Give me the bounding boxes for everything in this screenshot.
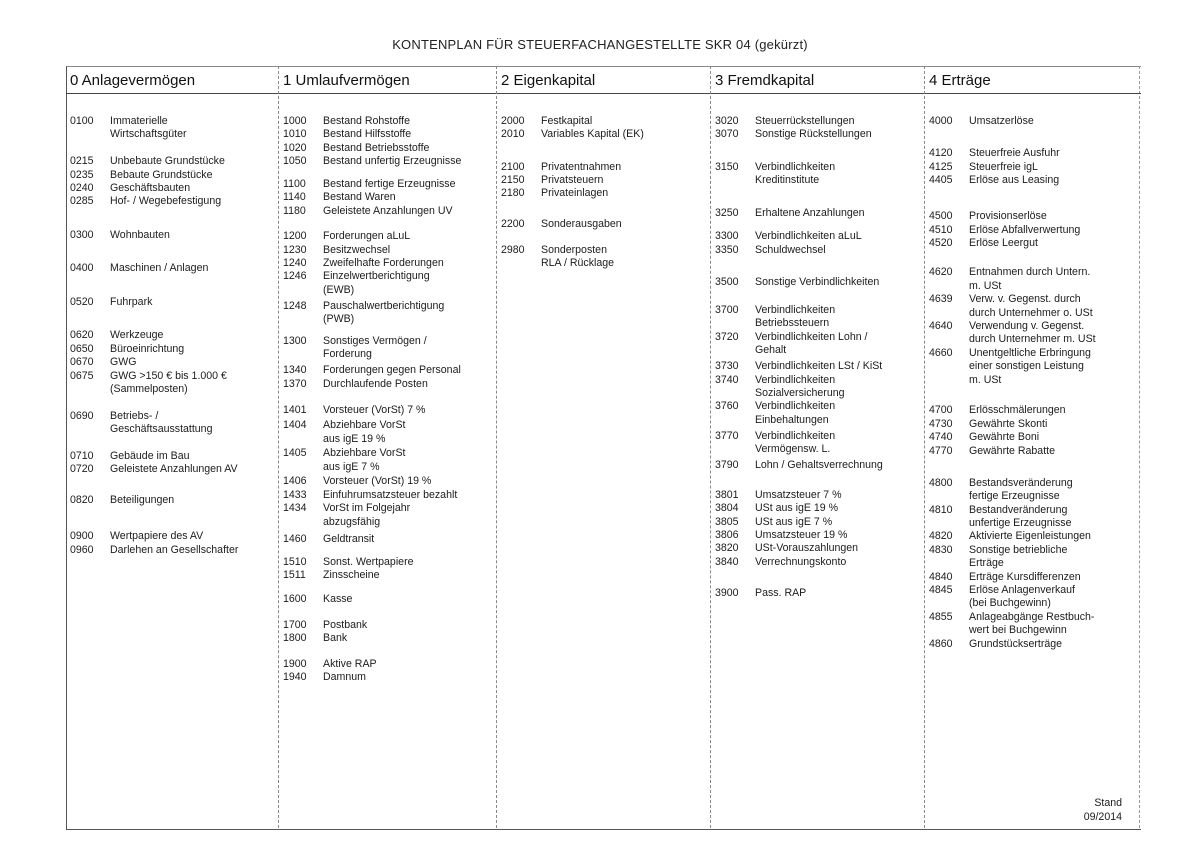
account-name: Provisionserlöse: [969, 210, 1047, 223]
account-name: Besitzwechsel: [323, 243, 391, 256]
account-name: einer sonstigen Leistung: [969, 360, 1084, 373]
account-number: 3300: [715, 230, 739, 243]
account-number: 1180: [283, 204, 306, 217]
account-name: Anlageabgänge Restbuch-: [969, 610, 1095, 623]
account-name: Bestandsveränderung: [969, 476, 1073, 489]
account-number: 3900: [715, 586, 739, 599]
account-name: m. USt: [969, 279, 1002, 292]
account-name: fertige Erzeugnisse: [969, 490, 1060, 503]
account-number: 4860: [929, 637, 953, 650]
column-umlaufvermoegen: [278, 66, 497, 828]
account-name: Sonst. Wertpapiere: [323, 555, 414, 568]
account-number: 4660: [929, 346, 953, 359]
account-number: 0720: [70, 463, 94, 476]
account-number: 1434: [283, 502, 307, 515]
column-eigenkapital: [496, 66, 711, 828]
account-number: 1300: [283, 334, 307, 347]
column-anlagevermoegen: [66, 66, 278, 828]
account-number: 1050: [283, 155, 307, 168]
account-number: 2150: [501, 173, 525, 186]
account-number: 4770: [929, 444, 953, 457]
account-name: Wirtschaftsgüter: [110, 128, 187, 141]
account-number: 3350: [715, 243, 739, 256]
account-name: Erträge: [969, 557, 1004, 570]
account-number: 1433: [283, 488, 307, 501]
account-name: unfertige Erzeugnisse: [969, 517, 1072, 529]
account-name: Verbindlichkeiten: [755, 303, 836, 316]
account-name: Umsatzsteuer 7 %: [755, 488, 842, 501]
account-name: Bestand fertige Erzeugnisse: [323, 177, 456, 190]
account-name: Vermögensw. L.: [755, 443, 831, 456]
account-number: 1510: [283, 555, 307, 568]
account-name: Schuldwechsel: [755, 243, 826, 256]
account-number: 0100: [70, 115, 94, 127]
stand-date: 09/2014: [1083, 811, 1122, 823]
account-name: Pauschalwertberichtigung: [323, 299, 445, 312]
account-number: 4845: [929, 584, 953, 596]
column-header: 4 Erträge: [925, 68, 1141, 94]
account-name: (PWB): [323, 313, 355, 326]
account-number: 2980: [501, 243, 525, 256]
account-number: 3700: [715, 303, 739, 316]
account-name: Privateinlagen: [541, 187, 609, 200]
account-name: Postbank: [323, 618, 368, 631]
account-number: 0400: [70, 262, 94, 275]
account-number: 0710: [70, 450, 94, 462]
account-number: 3250: [715, 207, 739, 220]
account-name: Sozialversicherung: [755, 387, 845, 400]
column-header: 1 Umlaufvermögen: [279, 68, 497, 94]
account-name: Erhaltene Anzahlungen: [755, 207, 865, 220]
account-name: Verbindlichkeiten Lohn /: [755, 330, 868, 343]
account-number: 4855: [929, 610, 953, 623]
account-number: 0300: [70, 228, 94, 241]
account-name: Hof- / Wegebefestigung: [110, 195, 222, 208]
account-name: (EWB): [323, 283, 355, 296]
account-number: 3804: [715, 502, 739, 515]
account-number: 1340: [283, 364, 307, 377]
account-name: Abziehbare VorSt: [323, 447, 406, 460]
account-number: 1020: [283, 141, 307, 154]
account-number: 4500: [929, 210, 953, 223]
account-name: USt aus igE 19 %: [755, 502, 839, 515]
account-name: aus igE 7 %: [323, 460, 380, 473]
account-name: Gehalt: [755, 344, 787, 357]
column-header: 3 Fremdkapital: [711, 68, 925, 94]
account-number: 2000: [501, 115, 525, 127]
account-number: 1248: [283, 299, 307, 312]
account-number: 3760: [715, 400, 739, 413]
account-number: 0675: [70, 369, 94, 382]
account-number: 2010: [501, 128, 525, 141]
account-name: Verbindlichkeiten: [755, 400, 836, 413]
account-number: 0285: [70, 195, 94, 208]
account-name: Zinsscheine: [323, 569, 380, 582]
account-number: 4820: [929, 530, 953, 543]
account-number: 1010: [283, 128, 307, 141]
account-name: Gebäude im Bau: [110, 450, 190, 462]
account-name: Büroeinrichtung: [110, 342, 185, 355]
account-number: 3806: [715, 529, 739, 542]
account-number: 4120: [929, 147, 953, 160]
account-number: 1200: [283, 230, 307, 243]
account-number: 1600: [283, 593, 307, 606]
account-number: 3730: [715, 360, 739, 373]
account-number: 3770: [715, 429, 739, 442]
account-name: VorSt im Folgejahr: [323, 502, 411, 515]
account-number: 1800: [283, 632, 307, 645]
account-name: Lohn / Gehaltsverrechnung: [755, 459, 883, 472]
account-number: 4740: [929, 431, 953, 444]
account-name: Vorsteuer (VorSt) 7 %: [323, 404, 426, 417]
account-number: 3790: [715, 459, 739, 472]
account-name: Erlöse Leergut: [969, 236, 1038, 249]
account-number: 4620: [929, 266, 953, 279]
account-number: 4830: [929, 543, 953, 556]
account-number: 1900: [283, 657, 307, 670]
account-number: 0670: [70, 356, 94, 369]
account-name: Einbehaltungen: [755, 413, 829, 426]
account-name: Verbindlichkeiten: [755, 429, 836, 442]
account-name: Kreditinstitute: [755, 173, 820, 186]
account-name: Erlöse aus Leasing: [969, 173, 1060, 186]
account-number: 1140: [283, 191, 306, 204]
account-name: m. USt: [969, 373, 1002, 386]
account-name: Steuerfreie Ausfuhr: [969, 147, 1060, 160]
account-name: Forderungen aLuL: [323, 230, 411, 243]
account-name: Bestand Hilfsstoffe: [323, 128, 412, 141]
account-name: Sonstige Rückstellungen: [755, 128, 872, 141]
account-number: 0900: [70, 530, 94, 543]
account-name: Entnahmen durch Untern.: [969, 266, 1091, 279]
account-number: 0235: [70, 168, 94, 181]
column-fremdkapital: [710, 66, 925, 828]
account-name: Grundstückserträge: [969, 637, 1063, 650]
account-name: Geldtransit: [323, 533, 375, 546]
account-name: Variables Kapital (EK): [541, 128, 644, 141]
account-number: 0650: [70, 342, 94, 355]
account-name: Vorsteuer (VorSt) 19 %: [323, 475, 432, 488]
account-name: Wertpapiere des AV: [110, 530, 204, 543]
account-name: Bestand Rohstoffe: [323, 115, 410, 127]
account-name: USt-Vorauszahlungen: [755, 542, 859, 555]
account-name: Geschäftsausstattung: [110, 423, 213, 436]
account-name: Einzelwertberichtigung: [323, 270, 430, 283]
account-number: 1460: [283, 533, 307, 546]
account-number: 3020: [715, 115, 739, 127]
account-name: Privatsteuern: [541, 173, 604, 186]
account-name: Erträge Kursdifferenzen: [969, 570, 1081, 583]
account-name: Festkapital: [541, 115, 593, 127]
account-name: Pass. RAP: [755, 586, 807, 599]
account-number: 3150: [715, 160, 739, 173]
account-number: 3740: [715, 373, 739, 386]
account-name: Einfuhrumsatzsteuer bezahlt: [323, 488, 458, 501]
account-name: wert bei Buchgewinn: [969, 624, 1067, 637]
account-number: 4639: [929, 293, 953, 306]
account-number: 4510: [929, 223, 953, 236]
account-name: Verrechnungskonto: [755, 555, 847, 568]
account-name: Durchlaufende Posten: [323, 377, 428, 390]
account-number: 4730: [929, 417, 953, 430]
account-name: Gewährte Boni: [969, 431, 1040, 444]
account-number: 0820: [70, 494, 94, 507]
account-name: durch Unternehmer m. USt: [969, 333, 1096, 346]
account-name: Bestand unfertig Erzeugnisse: [323, 155, 462, 168]
account-number: 3820: [715, 542, 739, 555]
account-name: Bestand Waren: [323, 191, 396, 204]
account-name: Umsatzsteuer 19 %: [755, 529, 848, 542]
account-name: Aktive RAP: [323, 657, 377, 670]
account-number: 1940: [283, 671, 307, 684]
account-name: Geschäftsbauten: [110, 182, 191, 194]
account-number: 0620: [70, 329, 94, 342]
account-name: Gewährte Rabatte: [969, 444, 1055, 457]
account-name: Sonstiges Vermögen /: [323, 334, 427, 347]
account-number: 4125: [929, 160, 953, 173]
account-number: 4800: [929, 476, 953, 489]
account-name: Sonstige betriebliche: [969, 543, 1068, 556]
account-name: Unbebaute Grundstücke: [110, 155, 225, 168]
account-number: 1230: [283, 243, 307, 256]
account-number: 1100: [283, 177, 306, 190]
account-name: (Sammelposten): [110, 383, 188, 395]
account-number: 4000: [929, 115, 953, 127]
account-number: 3720: [715, 330, 739, 343]
account-number: 1404: [283, 419, 307, 432]
account-name: Verbindlichkeiten aLuL: [755, 230, 862, 243]
account-number: 4700: [929, 404, 953, 417]
account-name: Zweifelhafte Forderungen: [323, 257, 444, 270]
account-name: Verbindlichkeiten: [755, 373, 836, 386]
account-name: Geleistete Anzahlungen AV: [110, 463, 238, 476]
account-number: 3805: [715, 515, 739, 528]
stand-label: Stand: [1094, 797, 1122, 809]
account-name: USt aus igE 7 %: [755, 515, 833, 528]
account-name: GWG: [110, 356, 137, 369]
account-name: Privatentnahmen: [541, 160, 622, 173]
account-number: 1246: [283, 270, 307, 283]
account-name: Aktivierte Eigenleistungen: [969, 530, 1091, 543]
account-name: Betriebs- /: [110, 409, 159, 422]
column-header: 2 Eigenkapital: [497, 68, 711, 94]
account-name: Sonstige Verbindlichkeiten: [755, 275, 880, 288]
account-number: 4640: [929, 320, 953, 333]
account-number: 0960: [70, 543, 94, 556]
account-name: Maschinen / Anlagen: [110, 262, 209, 275]
account-number: 0690: [70, 409, 94, 422]
account-name: Bestand Betriebsstoffe: [323, 141, 430, 154]
column-ertraege: [924, 66, 1141, 828]
account-name: Erlöse Abfallverwertung: [969, 223, 1081, 236]
account-number: 2100: [501, 160, 525, 173]
account-name: Forderung: [323, 348, 372, 361]
account-number: 3070: [715, 128, 739, 141]
account-name: Verbindlichkeiten: [755, 160, 836, 173]
account-name: Bebaute Grundstücke: [110, 168, 213, 181]
account-name: Verbindlichkeiten LSt / KiSt: [755, 360, 883, 373]
account-name: Immaterielle: [110, 115, 168, 127]
account-name: Steuerfreie igL: [969, 160, 1038, 173]
account-name: Steuerrückstellungen: [755, 115, 855, 127]
account-name: Sonderposten: [541, 243, 607, 256]
account-name: Werkzeuge: [110, 329, 164, 342]
account-number: 4520: [929, 236, 953, 249]
account-name: Sonderausgaben: [541, 218, 622, 231]
account-number: 4810: [929, 503, 953, 516]
account-name: Verw. v. Gegenst. durch: [969, 293, 1081, 306]
account-name: Erlösschmälerungen: [969, 404, 1066, 417]
account-name: Bank: [323, 632, 348, 645]
account-name: Damnum: [323, 671, 366, 684]
account-number: 1240: [283, 257, 307, 270]
account-number: 0240: [70, 182, 94, 194]
account-number: 3840: [715, 555, 739, 568]
account-name: Erlöse Anlagenverkauf: [969, 584, 1076, 596]
account-name: aus igE 19 %: [323, 432, 386, 445]
account-number: 1000: [283, 115, 307, 127]
account-number: 1406: [283, 475, 307, 488]
account-number: 0215: [70, 155, 94, 168]
account-number: 4840: [929, 570, 953, 583]
account-name: Darlehen an Gesellschafter: [110, 543, 239, 556]
account-name: Geleistete Anzahlungen UV: [323, 204, 453, 217]
account-name: Verwendung v. Gegenst.: [969, 320, 1085, 333]
account-name: Wohnbauten: [110, 228, 170, 241]
account-name: Unentgeltliche Erbringung: [969, 346, 1091, 359]
account-name: Fuhrpark: [110, 295, 153, 308]
account-name: durch Unternehmer o. USt: [969, 306, 1093, 319]
account-number: 1401: [283, 404, 307, 417]
column-header: 0 Anlagevermögen: [66, 68, 278, 94]
account-name: Forderungen gegen Personal: [323, 364, 461, 377]
account-number: 2180: [501, 187, 525, 200]
account-name: Kasse: [323, 593, 353, 606]
account-number: 1370: [283, 377, 307, 390]
account-number: 4405: [929, 173, 953, 186]
account-number: 3500: [715, 275, 739, 288]
page-title: KONTENPLAN FÜR STEUERFACHANGESTELLTE SKR 04 (gekürzt): [392, 37, 808, 52]
account-number: 1700: [283, 618, 307, 631]
account-name: Beteiligungen: [110, 494, 175, 507]
account-name: Betriebssteuern: [755, 317, 830, 330]
account-name: Bestandveränderung: [969, 503, 1068, 516]
account-number: 1511: [283, 569, 306, 582]
account-name: Abziehbare VorSt: [323, 419, 406, 432]
account-name: RLA / Rücklage: [541, 257, 615, 270]
stand-note: [1072, 796, 1122, 824]
account-number: 1405: [283, 447, 307, 460]
account-number: 3801: [715, 488, 739, 501]
account-number: 0520: [70, 295, 94, 308]
account-number: 2200: [501, 218, 525, 231]
account-name: Gewährte Skonti: [969, 417, 1048, 430]
account-name: Umsatzerlöse: [969, 115, 1034, 127]
account-name: (bei Buchgewinn): [969, 597, 1051, 610]
account-name: GWG >150 € bis 1.000 €: [110, 369, 227, 382]
account-name: abzugsfähig: [323, 515, 381, 528]
